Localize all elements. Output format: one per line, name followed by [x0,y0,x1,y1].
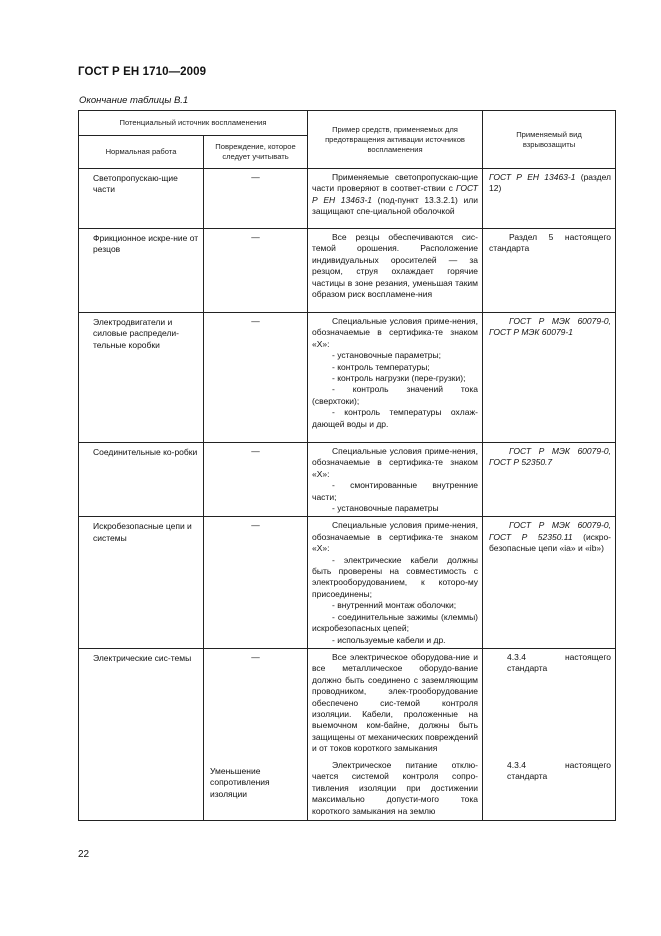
col3-header: Пример средств, применяемых для предотвращения активации источников воспламенения [308,111,483,169]
col4-header: Применяемый вид взрывозащиты [483,111,616,169]
sub-measures: Электрическое питание отклю-чается системой контроля сопро-тивления изоляции при достижении максимально допусти-мого тока короткого замыкания на землю [312,759,479,816]
measures-text-a: Применяемые светопропускаю-щие части проверяют в соответ-ствии с [312,172,479,194]
damage-cell: — [204,169,308,229]
protection-ref: ГОСТ Р ЕН 13463-1 [489,172,576,182]
list-item: - используемые кабели и др. [332,634,446,645]
table-row [79,517,616,648]
protection-cell [483,648,616,820]
measures-intro: Специальные условия приме-нения, обозначаемые в сертифика-те знаком «Х»: [312,316,479,349]
table-caption: Окончание таблицы В.1 [79,95,189,106]
list-item: - установочные параметры [332,503,439,514]
ignition-sources-table [78,110,616,821]
table-row [79,169,616,229]
measures-cell [308,648,483,820]
measures-text: Все электрическое оборудова-ние и все металлическое оборудо-вание должно быть соединено с заземляющим проводником, элек-трооборудование обеспечено сис-темой контроля изоляции. Кабели, проложенные на выемочном ком-байне, должны быть защищены от механических повреждений и от токов короткого замыкания [312,651,479,754]
protection-cell: ГОСТ Р МЭК 60079-0, ГОСТ Р МЭК 60079-1 [483,313,616,443]
list-item: - установочные параметры; [332,350,442,361]
measures-text-b: (под-пункт 13.3.2.1) или защищают спе-циальной оболочкой [312,194,478,217]
document-header: ГОСТ Р ЕН 1710—2009 [78,66,207,78]
measures-cell [308,169,483,229]
sub-protection: 4.3.4 настоящего стандарта [507,759,612,782]
measures-cell [308,313,483,443]
protection-text: (искро-безопасные цепи «ia» и «ib») [489,531,612,554]
protection-cell [483,169,616,229]
table-row [79,229,616,313]
damage-dash: — [251,651,260,662]
protection-text: (раздел 12) [489,172,611,194]
list-item: - контроль нагрузки (пере-грузки); [332,373,466,384]
measures-intro: Специальные условия приме-нения, обозначаемые в сертифика-те знаком «Х»: [312,446,479,479]
list-item: - контроль температуры охлаж-дающей воды и др. [312,407,479,429]
col1-header: Нормальная работа [79,136,204,169]
damage-cell: — [204,313,308,443]
measures-cell [308,443,483,517]
table-row [79,443,616,517]
protection-cell: Раздел 5 настоящего стандарта [483,229,616,313]
table-row [79,313,616,443]
damage-cell: — [204,443,308,517]
table-header-row [79,111,616,136]
measures-intro: Специальные условия приме-нения, обозначаемые в сертифика-те знаком «Х»: [312,520,479,554]
source-cell: Искробезопасные цепи и системы [79,517,204,648]
measures-cell [308,517,483,648]
protection-ref: ГОСТ Р МЭК 60079-0, ГОСТ Р 52350.11 [489,520,612,542]
group-header: Потенциальный источник воспламенения [79,111,308,136]
damage-cell: — [204,517,308,648]
list-item: - соединительные зажимы (клеммы) искробезопасных цепей; [312,611,479,634]
source-cell: Фрикционное искре-ние от резцов [79,229,204,313]
table-row [79,648,616,820]
source-cell: Электродвигатели и силовые распредели-тельные коробки [79,313,204,443]
list-item: - контроль температуры; [332,361,430,372]
damage-cell [204,648,308,820]
source-cell: Электрические сис-темы [79,648,204,820]
page-number: 22 [78,849,90,860]
measures-ref: ГОСТ Р ЕН 13463-1 [312,183,479,205]
col2-header: Повреждение, которое следует учитывать [204,136,308,169]
list-item: - контроль значений тока (сверхтоки); [312,384,479,406]
source-cell: Светопропускаю-щие части [79,169,204,229]
measures-cell: Все резцы обеспечиваются сис-темой орошения. Расположение индивидуальных оросителей — за резцом, струя охлаждает горячие частицы в зоне резания, уменьшая таким образом риск воспламене-ния [308,229,483,313]
list-item: - смонтированные внутренние части; [312,480,479,502]
protection-text: 4.3.4 настоящего стандарта [507,651,612,674]
damage-cell: — [204,229,308,313]
list-item: - внутренний монтаж оболочки; [332,600,457,611]
protection-cell: ГОСТ Р МЭК 60079-0, ГОСТ Р 52350.7 [483,443,616,517]
protection-cell [483,517,616,648]
sub-damage: Уменьшение сопротивления изоляции [210,765,270,799]
source-cell: Соединительные ко-робки [79,443,204,517]
list-item: - электрические кабели должны быть проверены на совместимость с электрооборудованием, к которо-му присоединены; [312,554,479,599]
